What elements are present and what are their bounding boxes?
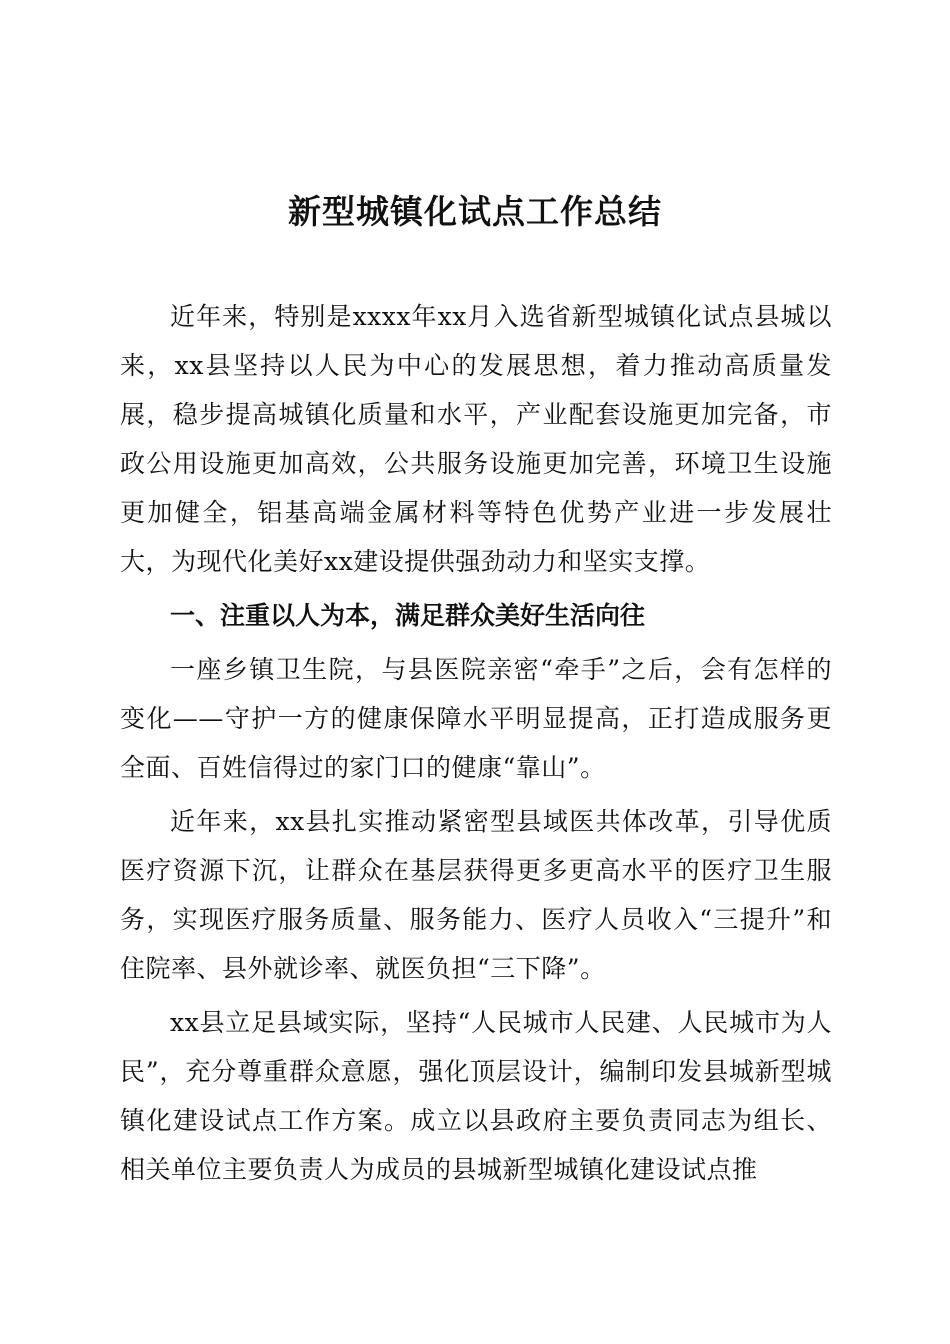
paragraph-intro: 近年来，特别是xxxx年xx月入选省新型城镇化试点县城以来，xx县坚持以人民为中心的发展思想，着力推动高质量发展，稳步提高城镇化质量和水平，产业配套设施更加完备，市政公用设施更加高效，公共服务设施更加完善，环境卫生设施更加健全，铝基高端金属材料等特色优势产业进一步发展壮大，为现代化美好xx建设提供强劲动力和坚实支撑。 — [120, 302, 832, 576]
paragraph-county-practice: xx县立足县域实际，坚持“人民城市人民建、人民城市为人民”，充分尊重群众意愿，强化顶层设计，编制印发县城新型城镇化建设试点工作方案。成立以县政府主要负责同志为组长、相关单位主要负责人为成员的县城新型城镇化建设试点推 — [120, 1008, 832, 1184]
paragraph-health-center: 一座乡镇卫生院，与县医院亲密“牵手”之后，会有怎样的变化——守护一方的健康保障水平明显提高，正打造成服务更全面、百姓信得过的家门口的健康“靠山”。 — [120, 655, 832, 782]
document-body — [120, 292, 832, 1194]
paragraph-medical-reform: 近年来，xx县扎实推动紧密型县域医共体改革，引导优质医疗资源下沉，让群众在基层获得更多更高水平的医疗卫生服务，实现医疗服务质量、服务能力、医疗人员收入“三提升”和住院率、县外就诊率、就医负担“三下降”。 — [120, 807, 832, 983]
document-title: 新型城镇化试点工作总结 — [288, 192, 662, 231]
section-heading: 一、注重以人为本，满足群众美好生活向往 — [170, 601, 646, 630]
